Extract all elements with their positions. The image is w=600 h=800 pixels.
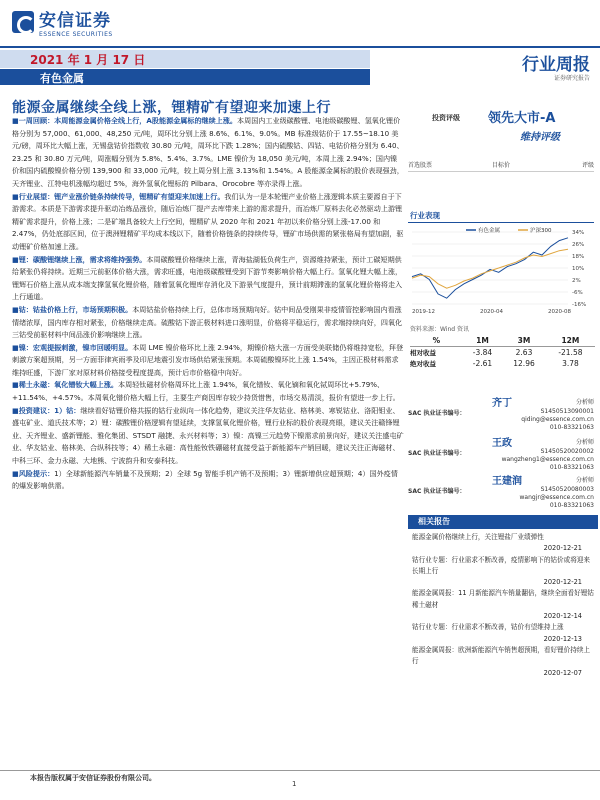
performance-header-row [410,335,595,347]
brand-logo [12,6,113,38]
analyst-phone: 010-83321063 [549,502,594,509]
y-tick-label: 18% [572,254,585,260]
rating-status: 维持评级 [520,132,560,143]
table-row [410,347,595,359]
x-tick-label: 2020-04 [480,309,503,315]
body-paragraph: ■投资建议：1）钴：继续看好钴锂价格共振的钴行业纵向一体化趋势，建议关注华友钴业、格林美、寒锐钴业、洛阳钼业、盛屯矿业、道氏技术等；2）锂：碳酸锂价格逻辑有望延续，支撑氢氧化锂价格，锂行业标的股价表现亮眼，建议关注赣锋锂业、天齐锂业、盛新锂能、雅化集团、STSDT 融捷、永兴材料等；3）镍：高镍三元趋势下镍需求前景向好，建议关注盛屯矿业、华友钴业、格林美、合纵科技等；4）稀土永磁：高性能钕铁硼磁材直接受益于新能源车产销回暖，建议关注正海磁材、中科三环、金力永磁、大地熊、宁波韵升和安泰科技。 [12,405,404,466]
perf-cell: -3.84 [472,348,493,357]
report-type: 行业周报 [522,55,590,75]
chart-source: 资料来源：Wind 资讯 [410,326,469,333]
analyst-email[interactable]: wangzheng1@essence.com.cn [501,456,594,463]
footer-divider [0,770,600,771]
perf-row-label: 相对收益 [410,349,436,357]
analyst-phone: 010-83321063 [549,464,594,471]
related-reports-list [412,532,596,679]
y-tick-label: 10% [572,266,585,272]
analyst-cert: SAC 执业证书编号： S1450520080003 [408,486,594,495]
perf-header: 3M [502,335,546,347]
x-tick-label: 2019-12 [412,309,435,315]
analyst-name: 齐丁 [492,398,512,409]
perf-cell: 2.63 [515,348,533,357]
analyst-cert: SAC 执业证书编号： S1450520020002 [408,448,594,457]
analyst-role: 分析师 [575,399,594,406]
target-col-rating: 评级 [581,162,594,169]
performance-title: 行业表现 [410,211,440,220]
table-row [410,358,595,369]
body-paragraph: ■锂：碳酸锂继续上涨，需求将维持强势。本周碳酸锂价格继续上涨，青海盐湖低负荷生产，资源维持紧张，预计工碳短期供给紧张仍将持续。近期三元前驱体价格大涨，需求旺盛，电池级碳酸锂受到下游节奏影响价格大幅上行。氢氧化锂大幅上涨，锂辉石价格上涨从成本端支撑氢氧化锂价格，随着氢氧化锂库存消化及下游景气度提升，预计前期滞涨的氢氧化锂价格将走入上行通道。 [12,254,403,302]
analyst-role: 分析师 [575,477,594,484]
perf-cell: 3.78 [562,359,579,368]
y-tick-label: 26% [572,242,585,248]
y-tick-label: 2% [572,278,581,284]
y-tick-label: -16% [572,302,587,308]
report-body [12,115,404,755]
analyst-name: 王政 [492,438,512,449]
analyst-phone: 010-83321063 [549,424,594,431]
page-number: 1 [292,780,297,788]
report-title: 能源金属继续全线上涨，锂精矿有望迎来加速上行 [12,100,331,116]
list-item[interactable]: 能源金属周报：欧洲新能源汽车销售超预期，看好锂价持续上行 2020-12-07 [412,645,591,677]
body-paragraph: ■行业展望：锂产业涨价链条持续传导，锂精矿有望迎来加速上行。我们认为一是本轮锂产业价格上涨逻辑本质主要源自于下游需求。本质是下游需求提升驱动冶炼品涨价，随后冶炼厂提产去库带来上游的需求提升，而冶炼厂原料去化必然驱动上游锂精矿需求提升，价格上涨；二是矿端具备较大上行空间，锂精矿从 2020 年和 2021 年初以来价格分别上涨-17.00 和 2.47%，仍处底部区间，位于澳洲锂精矿平均成本线以下，随着价格链条的持续传导，锂矿市场供需的紧张格局有望加剧，驱动锂矿价格加速上涨。 [12,191,404,251]
legend-label: 有色金属 [478,228,501,234]
list-item[interactable]: 能源金属周报：11 月新能源汽车销量翻倍，继续全面看好锂钴稀土磁材 2020-12-14 [412,589,594,621]
rating-label: 投资评级 [432,114,460,122]
series-line-2 [412,249,568,288]
perf-header: % [410,335,463,347]
list-item[interactable]: 钴行业专题：行业需求不断改善，疫情影响下的钴价或将迎来长期上行 2020-12-21 [412,555,591,587]
body-paragraph: ■稀土永磁：氧化镨钕大幅上涨。本周轻钛磁材价格周环比上涨 1.94%，氧化镨钕、氧化镝和氧化铽周环比+5.79%、+11.54%、+4.57%。本周氧化镨价格大幅上行，主要生产商因库存较少持货惜售，市场交易清淡，报价有望进一步上行。 [12,380,400,403]
related-reports-title: 相关报告 [418,517,450,526]
body-paragraph: ■镍：宏观提振刺激，镍市回暖明显。本周 LME 镍价格环比上涨 2.94%，期镍价格大涨一方面受美联储仍将维持宽松，拜登刺激方案超预期，另一方面菲律宾雨季及印尼地震引发市场供给紧张预期。本周硫酸镍环比上涨 1.54%，主因正极材料需求维持旺盛，下游厂家对原材料价格接受程度提高，预计后市价格稳中向好。 [12,342,404,377]
body-paragraph: ■风险提示：1）全球新能源汽车销量不及预期；2）全球 5g 智能手机产销不及预期；3）锂新增供应超预期；4）国外疫情的爆发影响供需。 [12,468,398,491]
analyst-cert: SAC 执业证书编号： S1450513090001 [408,408,594,417]
perf-cell: -2.61 [472,359,493,368]
header-divider [0,46,600,48]
perf-header: 1M [463,335,502,347]
y-tick-label: 34% [572,230,585,236]
legend-label: 沪深300 [530,228,552,234]
brand-name-en: ESSENCE SECURITIES [39,31,113,38]
perf-header: 12M [546,335,595,347]
perf-cell: 12.96 [513,359,535,368]
body-paragraph: ■钴：钴盐价格上行，市场预期积极。本周钴盐价格持续上行，总体市场预期向好。钴中间品受刚果非疫情管控影响国内看涨情绪浓厚，国内库存相对紧张，价格继续走高。硫酸钴下游正极材料进口涨明显，价格将平稳运行，需求端持续向好，四氧化三钴受前驱材料中间品涨价影响继续上涨。 [12,304,403,340]
target-table-header [408,160,594,172]
y-tick-label: -6% [572,290,583,296]
list-item[interactable]: 能源金属价格继续上行，关注锂盐厂业绩弹性 2020-12-21 [412,533,582,553]
body-paragraph: ■一周回顾：本周能源金属价格全线上行，A股能源金属标的继续上涨。本周国内工业级碳酸锂、电池级碳酸锂、氢氧化锂价格分别为 57,000、61,000、48,250 元/吨，周环比分别上涨 8.6%、6.1%、9.0%。MB 标准级钴价于 17.55~18.10 美元/磅，周环比大幅上涨，无锡盘钴价指数收 30.80 元/吨，周环比下跌 1.28%；国内硫酸钴、四钴、电钴价格分别为 6.40、23.25 和 30.80 万元/吨，周涨幅分别为 5.8%、5.4%、3.7%。LME 镍价为 18,050 美元/吨，本周上涨 2.94%；国内镍价和国内硫酸镍价格分别 139,900 和 33,000 元/吨，较上周分别上涨 3.13%和 1.54%。A 股能源金属标的股价表现强劲，天齐锂业、江特电机涨幅均超过 5%，海外氢氧化锂标的 Pilbara、Orocobre 等亦录得上涨。 [12,116,404,188]
rating-value: 领先大市-A [488,111,556,126]
x-tick-label: 2020-08 [548,309,571,315]
footer-text: 本报告版权属于安信证券股份有限公司。 [30,774,156,782]
brand-name-cn: 安信证券 [39,11,111,31]
analyst-name: 王建润 [492,476,522,487]
list-item[interactable]: 钴行业专题：行业需求不断改善，钴价有望维持上涨 2020-12-13 [412,623,582,643]
analyst-email[interactable]: qiding@essence.com.cn [521,416,594,423]
report-subtitle: 证券研究报告 [553,75,590,82]
analyst-role: 分析师 [575,439,594,446]
performance-table [410,335,595,369]
performance-chart [408,226,598,318]
analyst-email[interactable]: wangjr@essence.com.cn [519,494,594,501]
perf-cell: -21.58 [558,348,583,357]
target-col-price: 目标价 [491,162,510,169]
sector-label: 有色金属 [40,72,84,85]
target-col-stock: 首选股票 [408,162,433,169]
report-date: 2021 年 1 月 17 日 [30,53,146,67]
brand-logo-icon [12,11,34,33]
performance-divider [408,222,594,223]
perf-row-label: 绝对收益 [410,360,436,368]
